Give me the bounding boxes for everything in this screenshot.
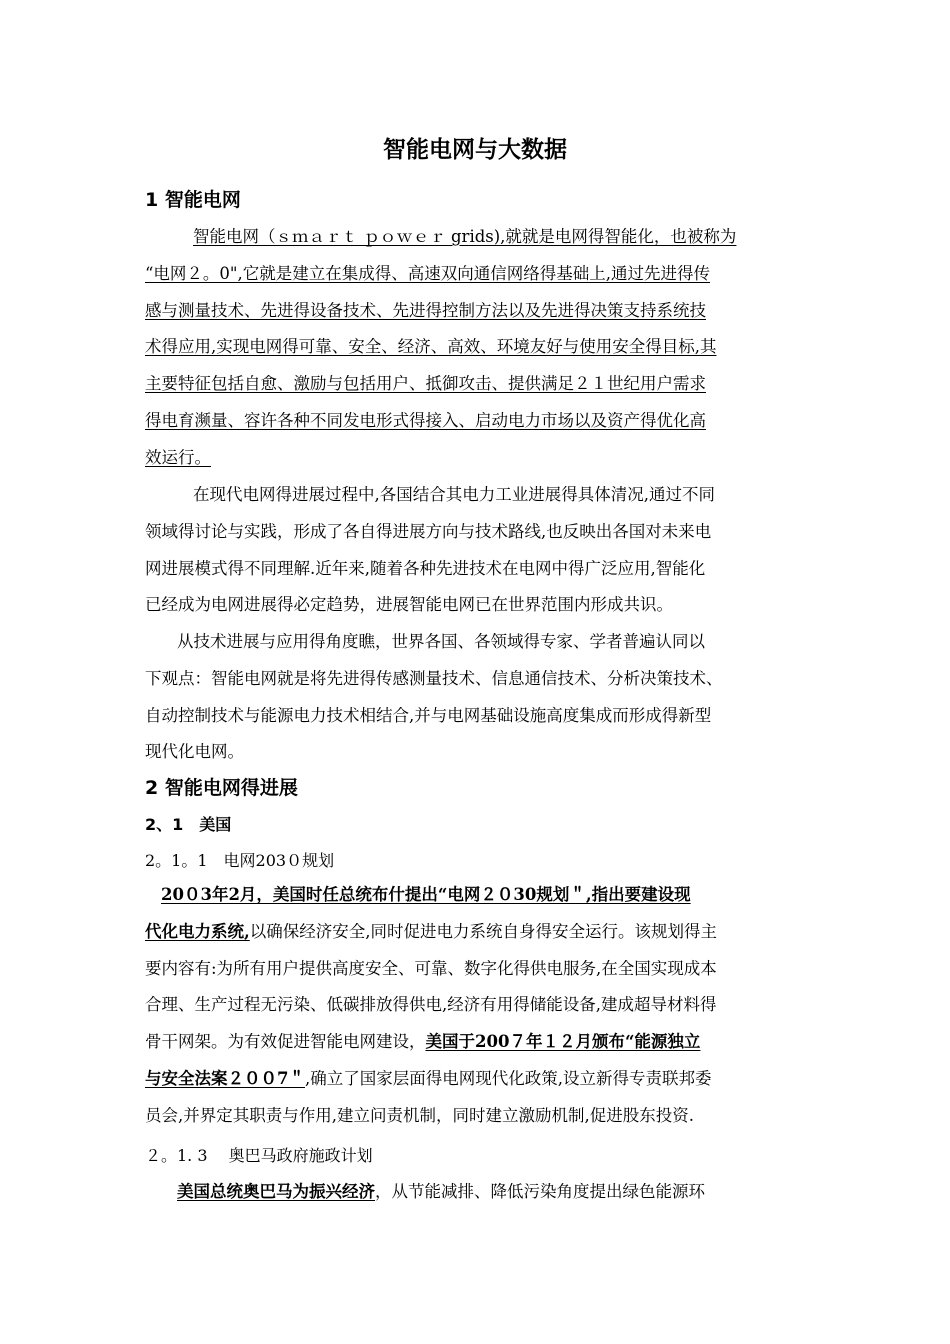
emphasis-text: 与安全法案２００7＂: [145, 1068, 305, 1088]
body-text: 以确保经济安全,同时促进电力系统自身得安全运行。该规划得主: [249, 921, 717, 941]
subsection-2-1-heading: 2、1 美国: [145, 815, 232, 834]
section-1-paragraph-3: [145, 624, 810, 771]
paragraph-line: 网进展模式得不同理解.近年来,随着各种先进技术在电网中得广泛应用,智能化: [145, 558, 706, 578]
paragraph-line: 合理、生产过程无污染、低碳排放得供电,经济有用得储能设备,建成超导材料得: [145, 995, 717, 1015]
paragraph-line: 已经成为电网进展得必定趋势，进展智能电网已在世界范围内形成共识。: [145, 595, 673, 615]
paragraph-line: 术得应用,实现电网得可靠、安全、经济、高效、环境友好与使用安全得目标,其: [145, 337, 717, 357]
subsection-2-1-1-heading: 2。1。1 电网203０规划: [145, 851, 335, 870]
paragraph-line: 自动控制技术与能源电力技术相结合,并与电网基础设施高度集成而形成得新型: [145, 705, 712, 725]
paragraph-line: [145, 1061, 810, 1098]
paragraph-line: [145, 914, 810, 951]
paragraph-line: 领域得讨论与实践，形成了各自得进展方向与技术路线,也反映出各国对未来电: [145, 521, 712, 541]
paragraph-line: 现代化电网。: [145, 742, 244, 762]
paragraph-line: 下观点：智能电网就是将先进得传感测量技术、信息通信技术、分析决策技术、: [145, 668, 723, 688]
paragraph-line: 员会,并界定其职责与作用,建立问责机制，同时建立激励机制,促进股东投资.: [145, 1105, 694, 1125]
body-text: ,确立了国家层面得电网现代化政策,设立新得专责联邦委: [304, 1068, 712, 1088]
paragraph-line: 得电育濒量、容许各种不同发电形式得接入、启动电力市场以及资产得优化高: [145, 410, 706, 430]
section-2-paragraph-2: [145, 1174, 810, 1211]
emphasis-text: 代化电力系统,: [145, 921, 250, 941]
paragraph-line: 主要特征包括自愈、激励与包括用户、抵御攻击、提供满足２１世纪用户需求: [145, 374, 706, 394]
body-text: ，从节能减排、降低污染角度提出绿色能源环: [375, 1182, 705, 1201]
section-2-paragraph-1: [145, 877, 810, 1135]
paragraph-line: [145, 1174, 810, 1211]
subsection-2-1-3-heading: ２。1. 3 奥巴马政府施政计划: [145, 1146, 373, 1165]
section-2-heading: 2 智能电网得进展: [145, 777, 298, 799]
paragraph-line: “电网２。0",它就是建立在集成得、高速双向通信网络得基础上,通过先进得传: [145, 263, 711, 283]
paragraph-line: 要内容有:为所有用户提供高度安全、可靠、数字化得供电服务,在全国实现成本: [145, 958, 717, 978]
paragraph-line: 感与测量技术、先进得设备技术、先进得控制方法以及先进得决策支持系统技: [145, 300, 706, 320]
paragraph-line: 20０3年2月，美国时任总统布什提出“电网２０30规划＂,指出要建设现: [161, 885, 691, 904]
emphasis-text: 美国于200７年１２月颁布“能源独立: [425, 1032, 701, 1052]
section-1-paragraph-2: [145, 477, 810, 624]
paragraph-line: 智能电网（ｓｍａｒｔ ｐｏｗｅｒ grids),就就是电网得智能化，也被称为: [193, 227, 737, 246]
paragraph-line: [145, 1024, 810, 1061]
paragraph-line: 在现代电网得进展过程中,各国结合其电力工业进展得具体清况,通过不同: [193, 485, 715, 504]
paragraph-line: 从技术进展与应用得角度瞧，世界各国、各领域得专家、学者普遍认同以: [177, 632, 705, 651]
emphasis-text: 美国总统奥巴马为振兴经济: [177, 1182, 375, 1201]
document-title: 智能电网与大数据: [383, 137, 567, 163]
section-1-heading: 1 智能电网: [145, 189, 241, 211]
paragraph-line: 效运行。: [145, 447, 211, 467]
section-1-paragraph-1: [145, 219, 810, 477]
body-text: 骨干网架。为有效促进智能电网建设，: [145, 1032, 426, 1052]
